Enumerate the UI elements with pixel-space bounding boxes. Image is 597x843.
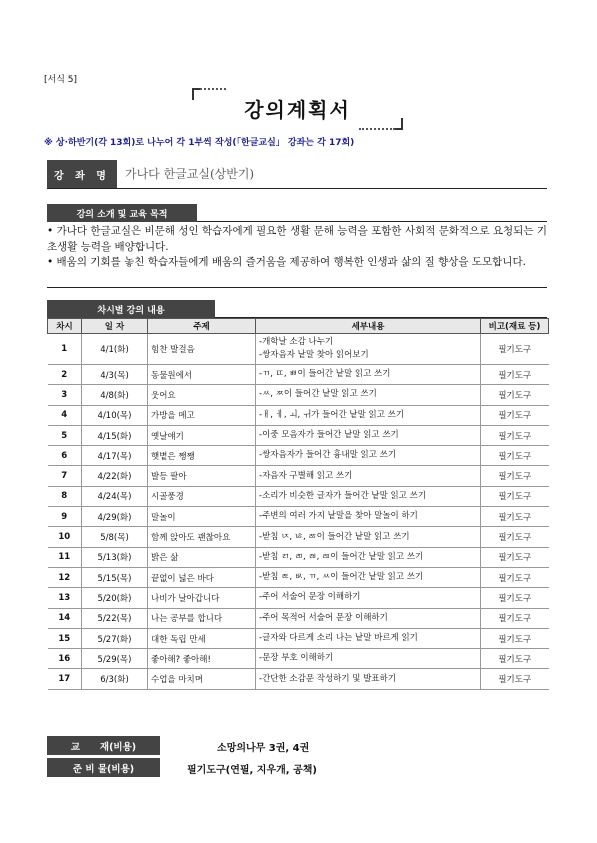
lesson-detail-cell — [256, 466, 481, 486]
lesson-number-cell: 11 — [48, 547, 82, 567]
lesson-topic-cell: 끝없이 넓은 바다 — [148, 567, 256, 587]
intro-paragraph: • 배움의 기회를 놓친 학습자들에게 배움의 즐거움을 제공하여 행복한 인생과 삶의 질 향상을 도모합니다. — [47, 256, 526, 268]
lesson-date-cell: 5/15(목) — [82, 567, 148, 587]
lesson-topic-cell: 대한 독립 만세 — [148, 628, 256, 648]
lesson-topic-cell: 밝은 삶 — [148, 547, 256, 567]
title-dash-decoration — [359, 128, 395, 130]
page-title: 강의계획서 — [244, 98, 351, 122]
lesson-topic-cell: 시골풍경 — [148, 486, 256, 506]
lesson-topic-cell: 함께 앉아도 괜찮아요 — [148, 527, 256, 547]
lesson-detail-cell — [256, 507, 481, 527]
lesson-number-cell: 6 — [48, 446, 82, 466]
lesson-note-cell: 필기도구 — [481, 527, 549, 547]
textbook-row — [47, 736, 547, 755]
lesson-date-cell: 5/13(화) — [82, 547, 148, 567]
table-row — [48, 486, 549, 506]
table-row — [48, 608, 549, 628]
lesson-number-cell: 2 — [48, 365, 82, 385]
table-row — [48, 588, 549, 608]
lesson-note-cell: 필기도구 — [481, 507, 549, 527]
lesson-number-cell: 4 — [48, 405, 82, 425]
lesson-detail-line: -ㅆ, ㅉ이 들어간 낱말 읽고 쓰기 — [259, 389, 377, 400]
lesson-detail-line: -간단한 소감문 작성하기 및 발표하기 — [259, 673, 397, 684]
column-header: 비고(재료 등) — [481, 319, 549, 334]
table-header-row — [48, 319, 549, 334]
lesson-date-cell: 5/20(화) — [82, 588, 148, 608]
table-row — [48, 649, 549, 669]
lesson-note-cell: 필기도구 — [481, 466, 549, 486]
section-divider — [197, 221, 547, 222]
lesson-detail-cell — [256, 486, 481, 506]
table-row — [48, 425, 549, 445]
intro-body — [47, 224, 547, 271]
lesson-note-cell: 필기도구 — [481, 425, 549, 445]
lesson-topic-cell: 동물원에서 — [148, 365, 256, 385]
section-divider — [47, 287, 547, 288]
lesson-note-cell: 필기도구 — [481, 547, 549, 567]
lesson-note-cell: 필기도구 — [481, 486, 549, 506]
lesson-note-cell: 필기도구 — [481, 446, 549, 466]
table-row — [48, 405, 549, 425]
lesson-topic-cell: 힘찬 발걸음 — [148, 334, 256, 365]
lesson-topic-cell: 웃어요 — [148, 385, 256, 405]
column-header: 일 자 — [82, 319, 148, 334]
lesson-note-cell: 필기도구 — [481, 628, 549, 648]
lesson-topic-cell: 말놀이 — [148, 507, 256, 527]
notice-text: ※ 상·하반기(각 13회)로 나누어 각 1부씩 작성(「한글교실」 강좌는 각 17회) — [44, 138, 355, 148]
lesson-detail-cell — [256, 405, 481, 425]
lesson-topic-cell: 좋아해? 좋아해! — [148, 649, 256, 669]
lesson-detail-line: -주어 서술어 문장 이해하기 — [259, 592, 361, 603]
lesson-detail-cell — [256, 628, 481, 648]
lesson-detail-cell — [256, 669, 481, 689]
lesson-date-cell: 4/17(목) — [82, 446, 148, 466]
lesson-note-cell: 필기도구 — [481, 385, 549, 405]
lesson-detail-line: -주어 목적어 서술어 문장 이해하기 — [259, 612, 388, 623]
lesson-date-cell: 6/3(화) — [82, 669, 148, 689]
table-row — [48, 507, 549, 527]
intro-heading: 강의 소개 및 교육 목적 — [47, 204, 197, 222]
lesson-detail-cell — [256, 385, 481, 405]
lesson-date-cell: 4/3(목) — [82, 365, 148, 385]
supplies-row — [47, 758, 547, 777]
textbook-value: 소망의나무 3권, 4권 — [217, 743, 310, 754]
supplies-value: 필기도구(연필, 지우개, 공책) — [187, 765, 317, 776]
lesson-detail-line: -자음자 구별해 읽고 쓰기 — [259, 470, 353, 481]
lesson-detail-line: -쌍자음자 낱말 찾아 읽어보기 — [259, 350, 369, 360]
lesson-detail-line: -개학날 소감 나누기 — [259, 337, 334, 347]
lesson-detail-cell — [256, 547, 481, 567]
lesson-detail-line: -문장 부호 이해하기 — [259, 653, 334, 664]
table-row — [48, 527, 549, 547]
title-dash-decoration — [200, 88, 226, 90]
lesson-detail-line: -글자와 다르게 소리 나는 낱말 바르게 읽기 — [259, 633, 418, 643]
lesson-date-cell: 4/22(화) — [82, 466, 148, 486]
lesson-detail-cell — [256, 334, 481, 365]
lesson-detail-cell — [256, 649, 481, 669]
lesson-number-cell: 12 — [48, 567, 82, 587]
lesson-number-cell: 1 — [48, 334, 82, 365]
table-row — [48, 334, 549, 365]
form-number: [서식 5] — [44, 75, 77, 85]
course-name-value: 가나다 한글교실(상반기) — [125, 167, 255, 181]
lesson-detail-line: -ㅐ, ㅔ, ㅚ, ㅟ가 들어간 낱말 읽고 쓰기 — [259, 409, 405, 420]
lesson-date-cell: 4/29(화) — [82, 507, 148, 527]
lesson-date-cell: 4/24(목) — [82, 486, 148, 506]
lesson-topic-cell: 나비가 날아갑니다 — [148, 588, 256, 608]
lesson-topic-cell: 가방을 메고 — [148, 405, 256, 425]
lesson-detail-cell — [256, 527, 481, 547]
title-corner-decoration — [395, 118, 403, 130]
lesson-note-cell: 필기도구 — [481, 334, 549, 365]
lesson-detail-line: -받침 ㄺ, ㄻ, ㄼ, ㄿ이 들어간 낱말 읽고 쓰기 — [259, 551, 424, 562]
lesson-note-cell: 필기도구 — [481, 669, 549, 689]
lesson-detail-line: -주변의 여러 가지 낱말을 찾아 말놀이 하기 — [259, 511, 418, 522]
lesson-number-cell: 5 — [48, 425, 82, 445]
lesson-plan-table — [47, 318, 549, 690]
column-header: 세부내용 — [256, 319, 481, 334]
lesson-date-cell: 5/22(목) — [82, 608, 148, 628]
lesson-topic-cell: 발등 팔아 — [148, 466, 256, 486]
column-header: 주제 — [148, 319, 256, 334]
lesson-number-cell: 14 — [48, 608, 82, 628]
lesson-note-cell: 필기도구 — [481, 365, 549, 385]
table-row — [48, 567, 549, 587]
lesson-date-cell: 5/27(화) — [82, 628, 148, 648]
lesson-detail-line: -소리가 비슷한 글자가 들어간 낱말 읽고 쓰기 — [259, 490, 427, 501]
lesson-topic-cell: 나는 공부를 합니다 — [148, 608, 256, 628]
lesson-detail-line: -ㄲ, ㄸ, ㅃ이 들어간 낱말 읽고 쓰기 — [259, 369, 391, 380]
lesson-detail-line: -받침 ㄵ, ㄶ, ㅀ이 들어간 낱말 읽고 쓰기 — [259, 531, 410, 542]
lesson-number-cell: 7 — [48, 466, 82, 486]
lesson-note-cell: 필기도구 — [481, 649, 549, 669]
lesson-date-cell: 4/15(화) — [82, 425, 148, 445]
lesson-number-cell: 13 — [48, 588, 82, 608]
lesson-date-cell: 5/29(목) — [82, 649, 148, 669]
lesson-detail-cell — [256, 365, 481, 385]
lesson-detail-line: -이중 모음자가 들어간 낱말 읽고 쓰기 — [259, 430, 399, 441]
lesson-detail-cell — [256, 567, 481, 587]
lesson-note-cell: 필기도구 — [481, 405, 549, 425]
supplies-label: 준 비 물(비용) — [47, 758, 160, 777]
table-row — [48, 365, 549, 385]
lesson-note-cell: 필기도구 — [481, 588, 549, 608]
title-frame — [190, 88, 405, 130]
lesson-number-cell: 9 — [48, 507, 82, 527]
table-row — [48, 669, 549, 689]
table-row — [48, 466, 549, 486]
intro-paragraph: • 가나다 한글교실은 비문해 성인 학습자에게 필요한 생활 문해 능력을 포함한 사회적 문화적으로 요청되는 기초생활 능력을 배양합니다. — [47, 225, 547, 253]
lesson-detail-cell — [256, 425, 481, 445]
lesson-note-cell: 필기도구 — [481, 567, 549, 587]
lesson-date-cell: 4/10(목) — [82, 405, 148, 425]
lesson-number-cell: 10 — [48, 527, 82, 547]
lesson-number-cell: 16 — [48, 649, 82, 669]
lesson-number-cell: 17 — [48, 669, 82, 689]
lesson-date-cell: 4/8(화) — [82, 385, 148, 405]
lesson-detail-line: -쌍자음자가 들어간 흉내말 읽고 쓰기 — [259, 450, 397, 461]
table-row — [48, 628, 549, 648]
lesson-detail-cell — [256, 588, 481, 608]
lesson-note-cell: 필기도구 — [481, 608, 549, 628]
lesson-topic-cell: 햇볕은 쨍쨍 — [148, 446, 256, 466]
lesson-detail-line: -받침 ㄾ, ㅄ, ㄲ, ㅆ이 들어간 낱말 읽고 쓰기 — [259, 572, 424, 583]
table-row — [48, 446, 549, 466]
lesson-number-cell: 15 — [48, 628, 82, 648]
lesson-date-cell: 5/8(목) — [82, 527, 148, 547]
table-row — [48, 385, 549, 405]
lesson-detail-cell — [256, 446, 481, 466]
course-name-label: 강 좌 명 — [47, 160, 117, 188]
lesson-number-cell: 8 — [48, 486, 82, 506]
column-header: 차시 — [48, 319, 82, 334]
lesson-detail-cell — [256, 608, 481, 628]
lesson-topic-cell: 옛날얘기 — [148, 425, 256, 445]
course-name-row — [47, 160, 547, 189]
lesson-number-cell: 3 — [48, 385, 82, 405]
table-row — [48, 547, 549, 567]
lesson-date-cell: 4/1(화) — [82, 334, 148, 365]
lesson-topic-cell: 수업을 마치며 — [148, 669, 256, 689]
plan-heading: 차시별 강의 내용 — [47, 300, 215, 318]
textbook-label: 교 재(비용) — [47, 736, 160, 755]
